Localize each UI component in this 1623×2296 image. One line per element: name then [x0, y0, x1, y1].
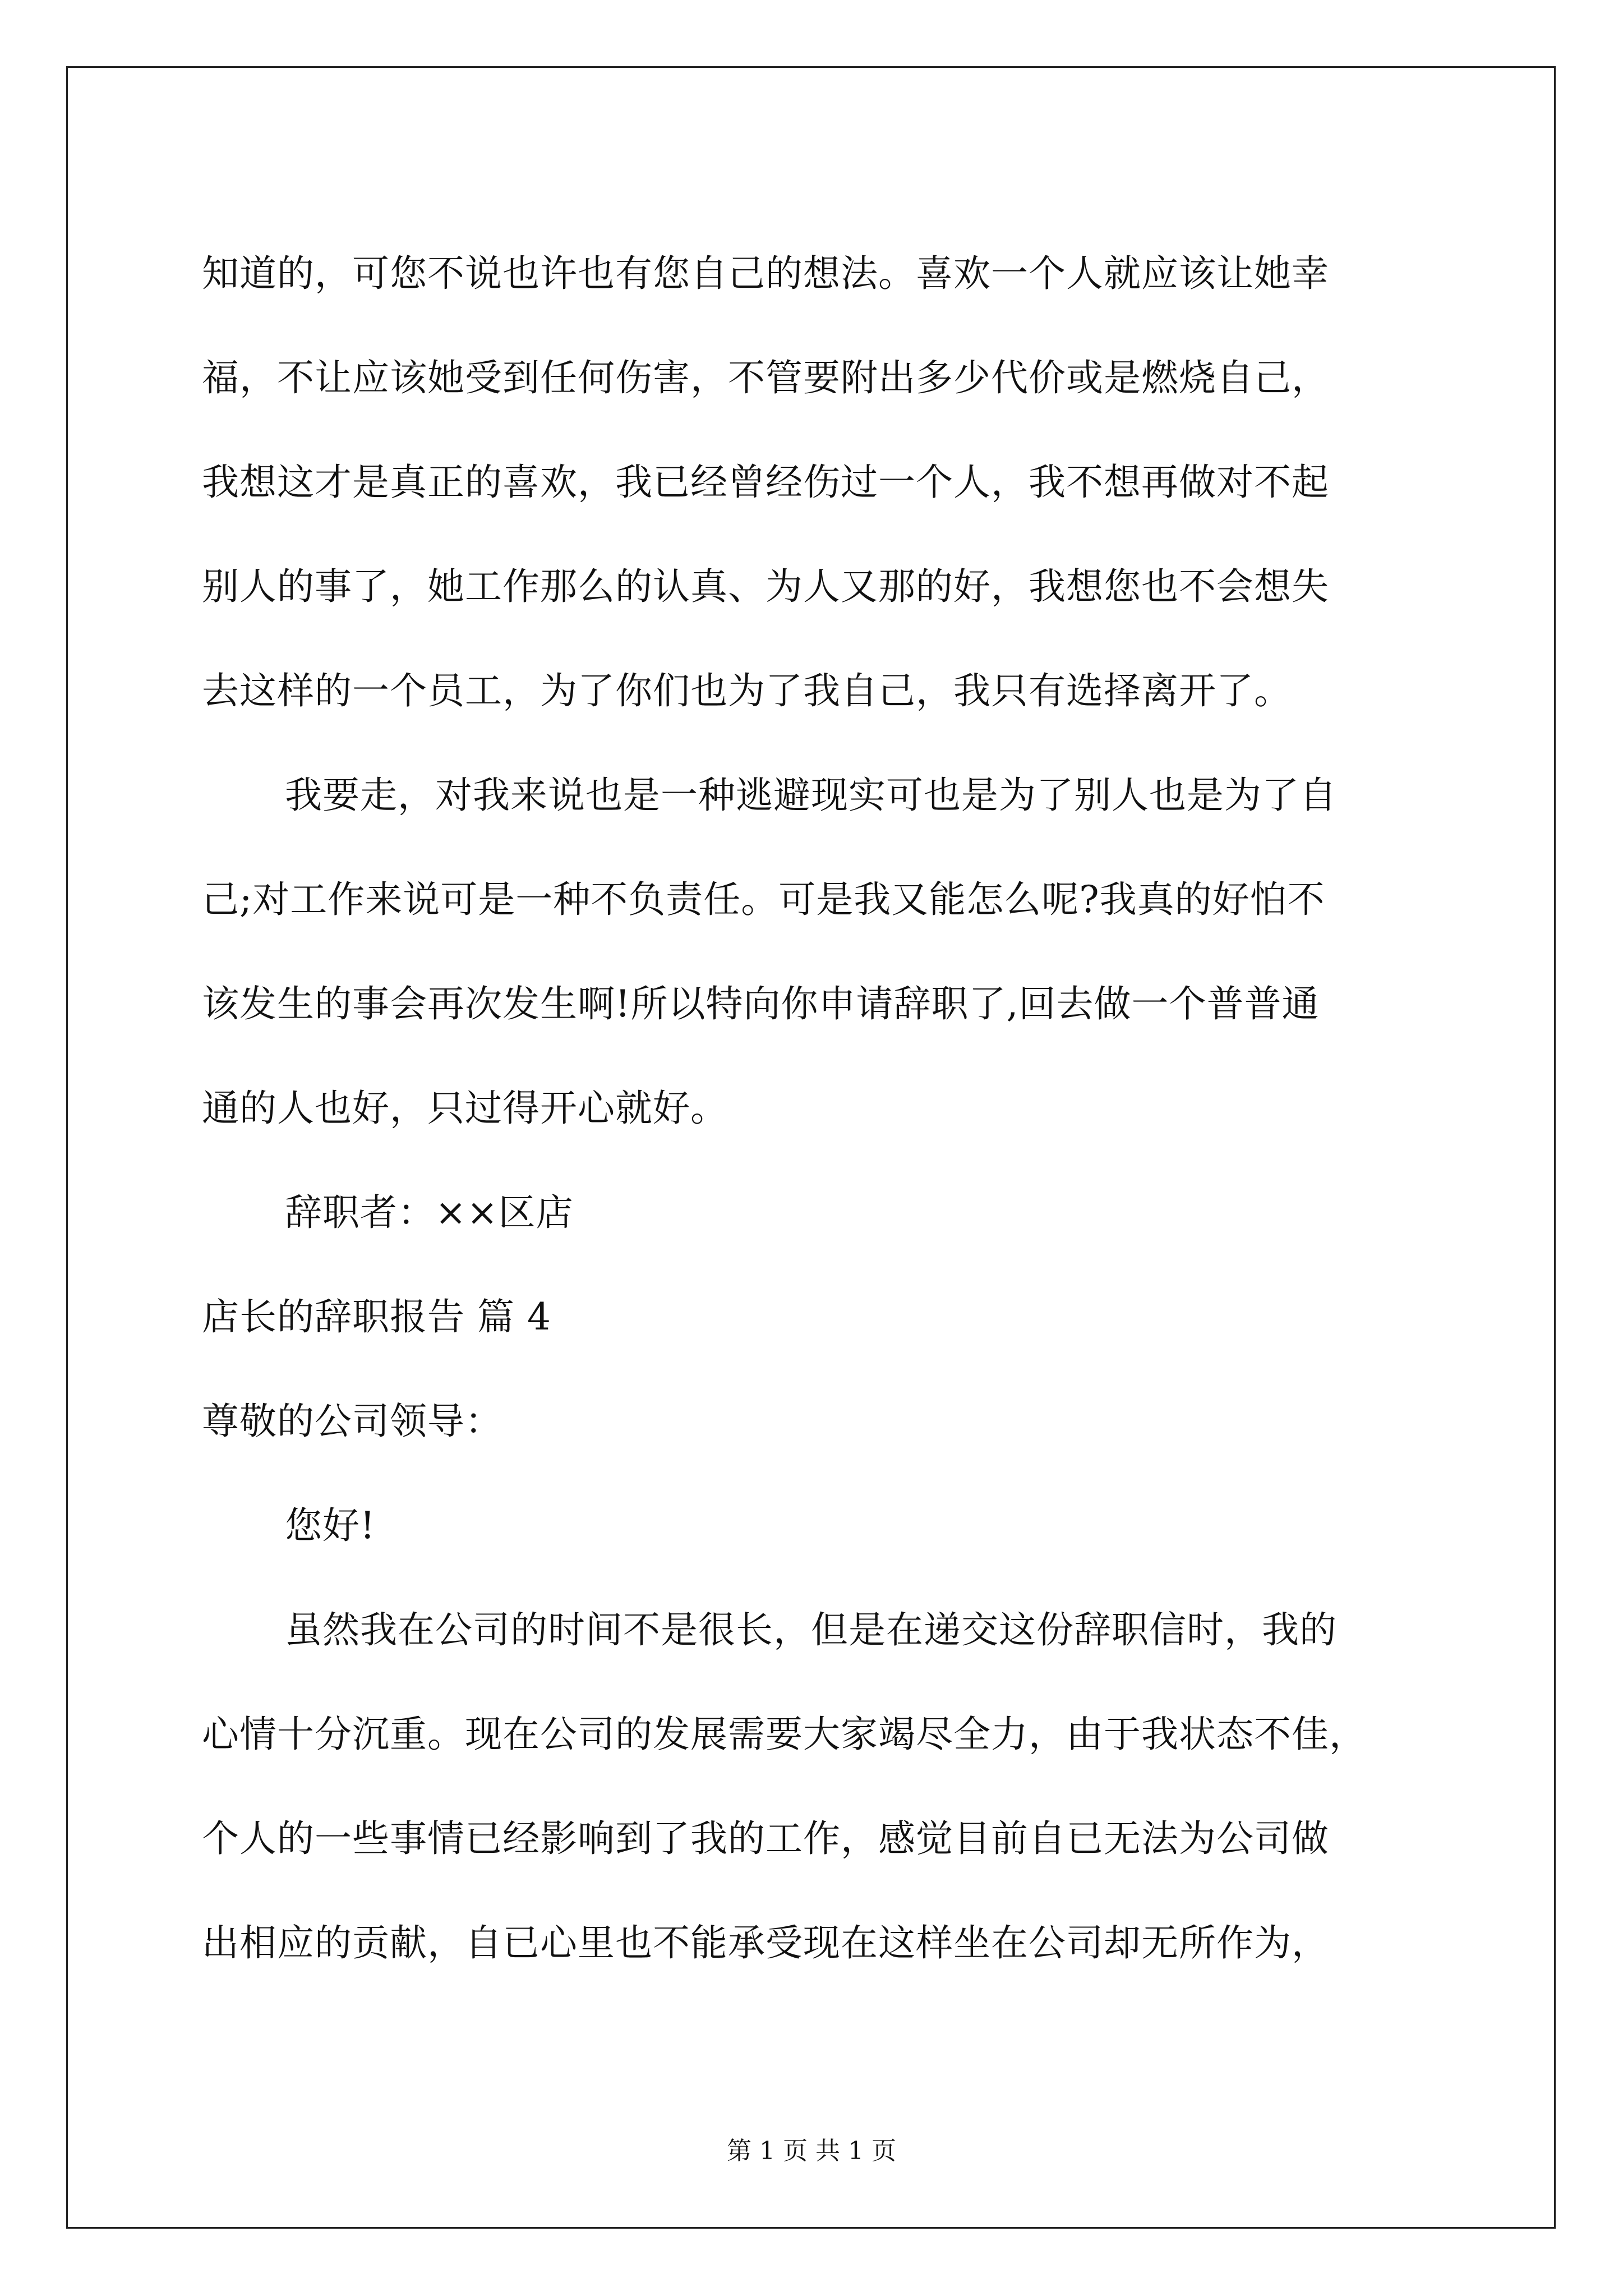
text-line: 福，不让应该她受到任何伤害，不管要附出多少代价或是燃烧自己，	[202, 356, 1329, 399]
text-line: 通的人也好，只过得开心就好。	[202, 1087, 728, 1130]
text-line: 己;对工作来说可是一种不负责任。可是我又能怎么呢?我真的好怕不	[202, 878, 1325, 921]
document-body	[202, 222, 1453, 1995]
paragraph-start: 我要走，对我来说也是一种逃避现实可也是为了别人也是为了自	[285, 774, 1337, 817]
paragraph-start: 虽然我在公司的时间不是很长，但是在递交这份辞职信时，我的	[285, 1608, 1337, 1651]
salutation: 尊敬的公司领导：	[202, 1400, 502, 1443]
page-footer: 第 1 页 共 1 页	[727, 2137, 896, 2165]
section-heading: 店长的辞职报告 篇 4	[202, 1295, 551, 1338]
text-line: 出相应的贡献，自已心里也不能承受现在这样坐在公司却无所作为，	[202, 1921, 1329, 1964]
text-line: 去这样的一个员工，为了你们也为了我自己，我只有选择离开了。	[202, 669, 1292, 712]
text-line: 别人的事了，她工作那么的认真、为人又那的好，我想您也不会想失	[202, 565, 1329, 608]
text-line: 我想这才是真正的喜欢，我已经曾经伤过一个人，我不想再做对不起	[202, 461, 1329, 504]
signature-line: 辞职者：××区店	[285, 1191, 574, 1234]
greeting: 您好!	[285, 1504, 376, 1547]
text-line: 该发生的事会再次发生啊!所以特向你申请辞职了,回去做一个普普通	[202, 982, 1320, 1025]
text-line: 心情十分沉重。现在公司的发展需要大家竭尽全力，由于我状态不佳，	[202, 1713, 1367, 1756]
text-line: 个人的一些事情已经影响到了我的工作，感觉目前自已无法为公司做	[202, 1817, 1329, 1860]
text-line: 知道的，可您不说也许也有您自己的想法。喜欢一个人就应该让她幸	[202, 252, 1329, 295]
